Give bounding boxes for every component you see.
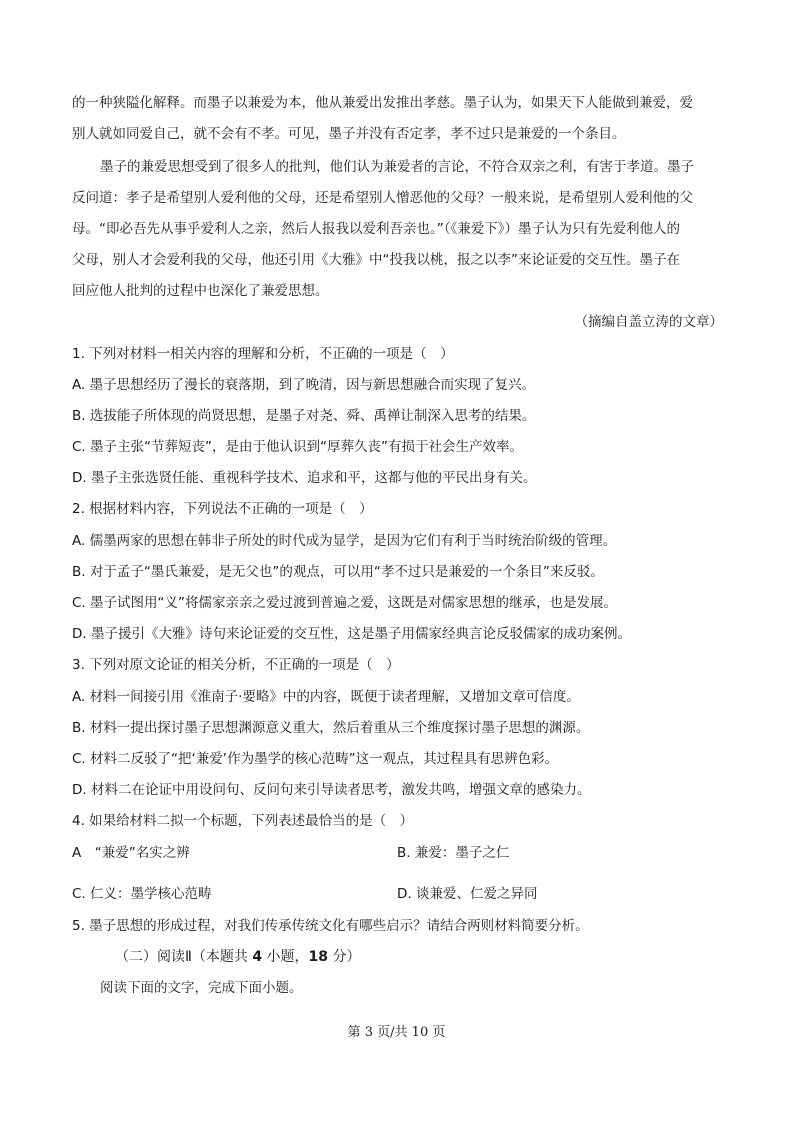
passage-line-5: 母。“即必吾先从事乎爱利人之亲，然后人报我以爱利吾亲也。”（《兼爱下》）墨子认为只有先爱利他人的: [72, 221, 680, 237]
question-1-stem: 1. 下列对材料一相关内容的理解和分析，不正确的一项是（ ）: [72, 346, 454, 362]
question-1-option-a: A. 墨子思想经历了漫长的衰落期，到了晚清，因与新思想融合而实现了复兴。: [72, 377, 536, 393]
question-4-option-d: D. 谈兼爱、仁爱之异同: [397, 886, 538, 902]
question-3-option-c: C. 材料二反驳了“把‘兼爱’作为墨学的核心范畴”这一观点，其过程具有思辨色彩。: [72, 751, 559, 767]
passage-line-4: 反问道：孝子是希望别人爱利他的父母，还是希望别人憎恶他的父母？一般来说，是希望别人爱利他的父: [72, 190, 693, 206]
question-3-option-b: B. 材料一提出探讨墨子思想渊源意义重大，然后着重从三个维度探讨墨子思想的渊源。: [72, 720, 590, 736]
passage-line-1: 的一种狭隘化解释。而墨子以兼爱为本，他从兼爱出发推出孝慈。墨子认为，如果天下人能做到兼爱，爱: [72, 95, 693, 111]
question-3-option-d: D. 材料二在论证中用设问句、反问句来引导读者思考，激发共鸣，增强文章的感染力。: [72, 782, 591, 798]
question-1-option-c: C. 墨子主张“节葬短丧”，是由于他认识到“厚葬久丧”有损于社会生产效率。: [72, 439, 523, 455]
passage-source: （摘编自盖立涛的文章）: [574, 314, 723, 330]
question-2-option-c: C. 墨子试图用“义”将儒家亲亲之爱过渡到普遍之爱，这既是对儒家思想的继承，也是发展。: [72, 595, 617, 611]
question-2-option-b: B. 对于孟子“墨氏兼爱，是无父也”的观点，可以用“孝不过只是兼爱的一个条目”来反驳。: [72, 564, 604, 580]
section-instruction: 阅读下面的文字，完成下面小题。: [100, 980, 303, 996]
question-3-option-a: A. 材料一间接引用《淮南子·要略》中的内容，既便于读者理解，又增加文章可信度。: [72, 689, 580, 705]
question-4-option-c: C. 仁义：墨学核心范畴: [72, 886, 212, 902]
section-heading-suffix: 分）: [328, 949, 361, 965]
passage-line-6: 父母，别人才会爱利我的父母，他还引用《大雅》中“投我以桃，报之以李”来论证爱的交互性。墨子在: [72, 252, 680, 268]
page-number-footer: 第 3 页/共 10 页: [347, 1025, 446, 1040]
question-4-stem: 4. 如果给材料二拟一个标题，下列表述最恰当的是（ ）: [72, 813, 414, 829]
section-heading-prefix: （二）阅读Ⅱ（本题共: [115, 949, 253, 965]
passage-line-2: 别人就如同爱自己，就不会有不孝。可见，墨子并没有否定孝，孝不过只是兼爱的一个条目。: [72, 126, 626, 142]
question-2-option-d: D. 墨子援引《大雅》诗句来论证爱的交互性，这是墨子用儒家经典言论反驳儒家的成功案例。: [72, 626, 631, 642]
question-1-option-b: B. 选拔能子所体现的尚贤思想，是墨子对尧、舜、禹禅让制深入思考的结果。: [72, 408, 536, 424]
question-2-stem: 2. 根据材料内容，下列说法不正确的一项是（ ）: [72, 501, 373, 517]
question-1-option-d: D. 墨子主张选贤任能、重视科学技术、追求和平，这都与他的平民出身有关。: [72, 470, 537, 486]
question-2-option-a: A. 儒墨两家的思想在韩非子所处的时代成为显学，是因为它们有利于当时统治阶级的管理。: [72, 533, 617, 549]
question-4-option-b: B. 兼爱：墨子之仁: [397, 845, 510, 861]
question-5-stem: 5. 墨子思想的形成过程，对我们传承传统文化有哪些启示？请结合两则材料简要分析。: [72, 918, 589, 934]
passage-line-7: 回应他人批判的过程中也深化了兼爱思想。: [72, 283, 329, 299]
section-heading-middle: 小题，: [262, 949, 309, 965]
passage-line-3: 墨子的兼爱思想受到了很多人的批判，他们认为兼爱者的言论，不符合双亲之利，有害于孝道。墨子: [100, 159, 694, 175]
section-heading: [115, 947, 360, 967]
question-4-option-a: A “兼爱”名实之辨: [72, 845, 190, 861]
section-score: 18: [308, 949, 329, 965]
section-question-count: 4: [252, 949, 263, 965]
question-3-stem: 3. 下列对原文论证的相关分析，不正确的一项是（ ）: [72, 657, 400, 673]
